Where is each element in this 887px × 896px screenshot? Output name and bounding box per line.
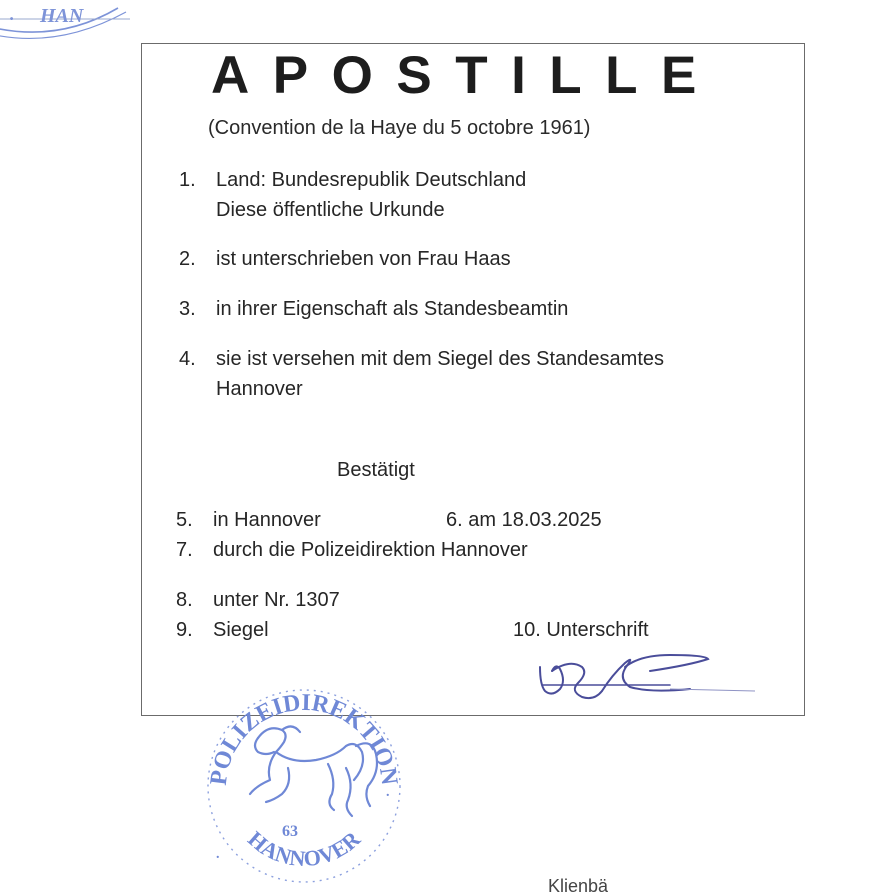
item-number: 4. xyxy=(179,348,196,370)
seal-bottom-text: HANNOVER xyxy=(243,826,365,872)
svg-text:.: . xyxy=(216,847,220,862)
convention-subtitle: (Convention de la Haye du 5 octobre 1961) xyxy=(208,117,591,139)
authority-field: durch die Polizeidirektion Hannover xyxy=(213,539,528,561)
partial-stamp-top-left xyxy=(0,0,150,40)
partial-stamp-text: HAN xyxy=(40,5,84,27)
seal-top-text: POLIZEIDIREKTION xyxy=(205,689,403,787)
item-number: 2. xyxy=(179,248,196,270)
field-number: 8. xyxy=(176,589,193,611)
svg-text:.: . xyxy=(386,785,390,800)
field-number: 9. xyxy=(176,619,193,641)
item-3-text: in ihrer Eigenschaft als Standesbeamtin xyxy=(216,298,569,320)
confirmed-heading: Bestätigt xyxy=(337,459,415,481)
date-field: 6. am 18.03.2025 xyxy=(446,509,602,531)
field-number: 5. xyxy=(176,509,193,531)
signature-field: 10. Unterschrift xyxy=(513,619,649,641)
place-field: in Hannover xyxy=(213,509,321,531)
item-number: 1. xyxy=(179,169,196,191)
handwritten-signature xyxy=(530,645,760,715)
item-4-text-2: Hannover xyxy=(216,378,303,400)
item-1-text-2: Diese öffentliche Urkunde xyxy=(216,199,445,221)
item-4-text: sie ist versehen mit dem Siegel des Standesamtes xyxy=(216,348,664,370)
field-number: 7. xyxy=(176,539,193,561)
item-1-text: Land: Bundesrepublik Deutschland xyxy=(216,169,527,191)
seal-number: 63 xyxy=(282,823,298,840)
svg-text:.: . xyxy=(10,4,15,24)
item-number: 3. xyxy=(179,298,196,320)
police-seal xyxy=(196,676,412,886)
page-title: APOSTILLE xyxy=(211,46,720,105)
seal-field: Siegel xyxy=(213,619,269,641)
item-2-text: ist unterschrieben von Frau Haas xyxy=(216,248,511,270)
number-field: unter Nr. 1307 xyxy=(213,589,340,611)
footer-partial-text: Klienbä xyxy=(548,876,609,896)
